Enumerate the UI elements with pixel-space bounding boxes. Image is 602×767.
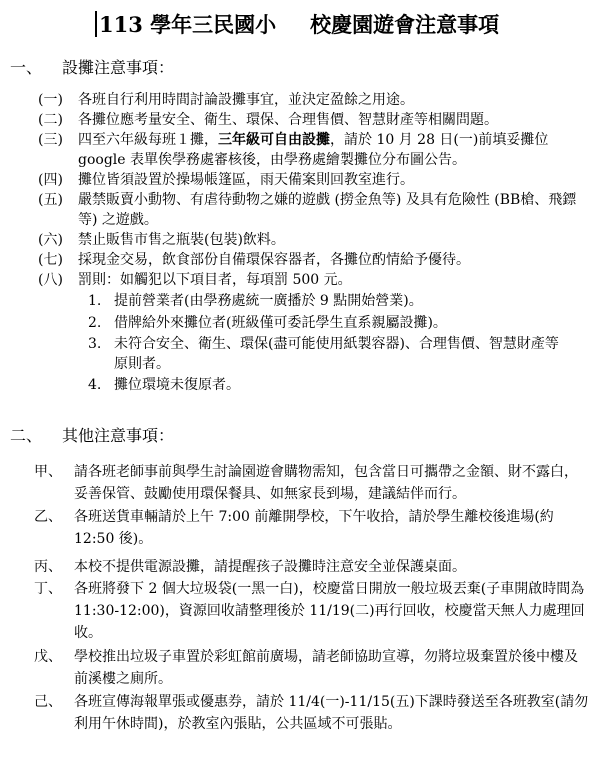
section2-item <box>34 461 590 505</box>
item-marker: (四) <box>38 172 63 188</box>
item-text: 各班將發下 2 個大垃圾袋(一黑一白)，校慶當日開放一般垃圾丟棄(子車開啟時間為 11:30-12:00)，資源回收請整理後於 11/19(二)再行回收，校慶當天無人力處理回收。 <box>74 581 585 641</box>
penalty-text: 攤位環境未復原者。 <box>114 377 240 393</box>
section2-heading <box>10 424 174 448</box>
item-text: 攤位皆須設置於操場帳篷區，雨天備案則回教室進行。 <box>78 172 414 188</box>
section2-item <box>34 646 590 690</box>
item-text-pre: 四至六年級每班１攤， <box>78 132 218 148</box>
section2-item <box>34 556 590 578</box>
section1-item <box>38 90 588 110</box>
penalty-text: 借牌給外來攤位者(班級僅可委託學生直系親屬設攤)。 <box>114 315 447 331</box>
section1-heading <box>10 56 174 80</box>
penalty-text: 提前營業者(由學務處統一廣播於 9 點開始營業)。 <box>114 293 423 309</box>
item-text: 各班自行利用時間討論設攤事宜，並決定盈餘之用途。 <box>78 92 414 108</box>
section1-item <box>38 270 588 290</box>
penalty-marker: 2. <box>88 315 102 331</box>
penalty-text: 未符合安全、衛生、環保(盡可能使用紙製容器)、合理售價、智慧財產等原則者。 <box>114 336 559 372</box>
section1-item <box>38 170 588 190</box>
penalty-item <box>88 334 568 374</box>
section2-item <box>34 691 590 735</box>
item-text: 學校推出垃圾子車置於彩虹館前廣場，請老師協助宣導，勿將垃圾棄置於後中樓及前溪樓之廁所。 <box>74 649 578 687</box>
item-marker: (五) <box>38 192 63 208</box>
item-marker: (八) <box>38 272 63 288</box>
item-text: 嚴禁販賣小動物、有虐待動物之嫌的遊戲 (撈金魚等) 及具有危險性 (BB槍、飛鏢等) 之遊戲。 <box>78 192 577 228</box>
item-text: 本校不提供電源設攤，請提醒孩子設攤時注意安全並保護桌面。 <box>74 559 466 575</box>
item-marker: (七) <box>38 252 63 268</box>
item-text-post: ，請於 10 月 28 日(一)前填妥攤位google 表單俟學務處審核後，由學務處繪製攤位分布圖公告。 <box>78 132 549 168</box>
item-text: 禁止販售市售之瓶裝(包裝)飲料。 <box>78 232 285 248</box>
penalty-item <box>88 313 580 333</box>
section1-number: 一、 <box>10 58 43 77</box>
item-marker: 丙、 <box>34 559 62 575</box>
item-marker: (二) <box>38 112 63 128</box>
title-bar-mark <box>95 11 97 37</box>
section2-item <box>34 506 586 550</box>
item-marker: (三) <box>38 132 63 148</box>
item-marker: 丁、 <box>34 581 62 597</box>
item-marker: 乙、 <box>34 509 62 525</box>
section2-title: 其他注意事項： <box>62 426 175 445</box>
section2-item <box>34 578 588 644</box>
item-text: 採現金交易，飲食部份自備環保容器者，各攤位酌情給予優待。 <box>78 252 470 268</box>
title-school: 113 學年三民國小 <box>99 12 277 37</box>
item-marker: 己、 <box>34 694 62 710</box>
item-marker: 戊、 <box>34 649 62 665</box>
section1-item <box>38 130 582 170</box>
item-text: 各班送貨車輛請於上午 7:00 前離開學校，下午收拾，請於學生離校後進場(約 12:50 後)。 <box>74 509 554 547</box>
item-marker: (六) <box>38 232 63 248</box>
item-marker: (一) <box>38 92 63 108</box>
item-marker: 甲、 <box>34 464 62 480</box>
penalty-item <box>88 291 580 311</box>
penalty-marker: 3. <box>88 336 102 352</box>
penalty-marker: 4. <box>88 377 102 393</box>
penalty-marker: 1. <box>88 293 102 309</box>
item-text: 罰則：如觸犯以下項目者，每項罰 500 元。 <box>78 272 352 288</box>
section1-item <box>38 230 588 250</box>
item-text: 各攤位應考量安全、衛生、環保、合理售價、智慧財產等相關問題。 <box>78 112 498 128</box>
section1-item <box>38 250 588 270</box>
title-event: 校慶園遊會注意事項 <box>310 12 500 37</box>
item-text-bold: 三年級可自由設攤 <box>218 132 330 148</box>
section1-item <box>38 110 588 130</box>
section1-item <box>38 190 586 230</box>
item-text <box>78 130 582 170</box>
section2-number: 二、 <box>10 426 43 445</box>
section1-title: 設攤注意事項： <box>62 58 175 77</box>
item-text: 各班宣傳海報單張或優惠券，請於 11/4(一)-11/15(五)下課時發送至各班教室(請勿利用午休時間)，於教室內張貼，公共區域不可張貼。 <box>74 694 589 732</box>
page-title <box>95 10 535 40</box>
penalty-item <box>88 375 580 395</box>
item-text: 請各班老師事前與學生討論園遊會購物需知，包含當日可攜帶之金額、財不露白，妥善保管、鼓勵使用環保餐具、如無家長到場，建議結伴而行。 <box>74 464 578 502</box>
